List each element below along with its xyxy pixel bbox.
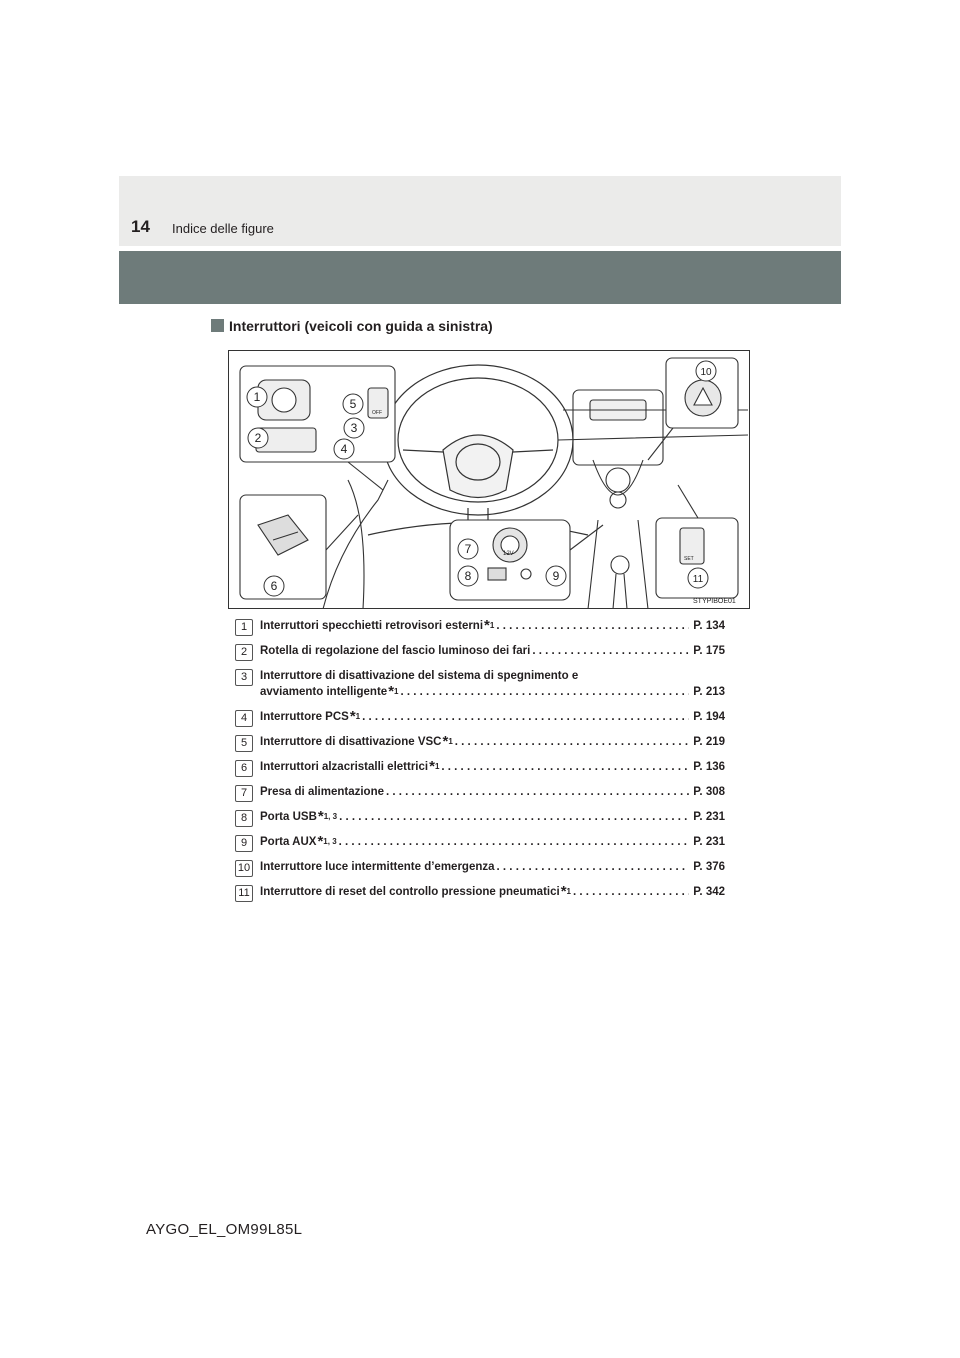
item-page: P. 342 [693,886,725,898]
section-heading [211,318,493,334]
svg-text:5: 5 [349,397,357,411]
list-item [235,643,725,659]
item-text: Rotella di regolazione del fascio luminoso dei fari [260,645,531,657]
svg-text:9: 9 [552,569,560,583]
section-bullet-icon [211,319,224,332]
item-text-line1: Interruttore di disattivazione del sistema di spegnimento e [260,670,579,682]
item-text: Interruttore luce intermittente d’emergenza [260,861,495,873]
svg-text:2: 2 [254,431,262,445]
callout-4 [334,439,354,459]
item-number: 3 [235,669,253,686]
item-list [235,618,725,909]
list-item: 3 Interruttore di disattivazione del sistema di spegnimento e avviamento intelligente * 1 . . . P. 213 [235,668,725,700]
item-text: Interruttori alzacristalli elettrici [260,761,429,773]
callout-8 [458,566,478,586]
item-number: 1 [235,619,253,636]
item-page: P. 376 [693,861,725,873]
item-text: avviamento intelligente [260,686,388,698]
svg-text:3: 3 [350,421,358,435]
callout-6 [264,576,284,596]
callout-5 [343,394,363,414]
list-item [235,859,725,875]
item-page: P. 175 [693,645,725,657]
set-label: SET [684,556,694,562]
off-label: OFF [372,410,382,416]
item-text: Presa di alimentazione [260,786,384,798]
footer-doc-code: AYGO_EL_OM99L85L [146,1221,303,1238]
item-page: P. 136 [693,761,725,773]
callout-1 [247,387,267,407]
item-number: 2 [235,644,253,661]
item-number: 10 [235,860,253,877]
svg-text:10: 10 [700,367,712,378]
item-text: Interruttore PCS [260,711,349,723]
svg-text:11: 11 [692,574,704,585]
list-item: 4 Interruttore PCS * 1 . . . P. 194 [235,709,725,725]
item-number: 7 [235,785,253,802]
item-number: 5 [235,735,253,752]
title-bar [119,251,841,304]
item-page: P. 194 [693,711,725,723]
item-page: P. 231 [693,836,725,848]
svg-text:8: 8 [464,569,472,583]
item-text: Porta AUX [260,836,317,848]
list-item: 5 Interruttore di disattivazione VSC * 1 . . . P. 219 [235,734,725,750]
callout-3 [344,418,364,438]
callout-10 [696,361,716,381]
dashboard-illustration [228,350,750,609]
callout-2 [248,428,268,448]
svg-text:1: 1 [253,390,261,404]
figure-code: STYPIBOE01 [693,598,736,605]
svg-text:4: 4 [340,442,348,456]
svg-text:7: 7 [464,542,472,556]
item-number: 9 [235,835,253,852]
list-item: 11 Interruttore di reset del controllo pressione pneumatici * 1 . . . P. 342 [235,884,725,900]
dashboard-figure [228,350,750,609]
item-number: 6 [235,760,253,777]
section-title: Interruttori (veicoli con guida a sinistra) [229,318,493,334]
list-item: 6 Interruttori alzacristalli elettrici * 1 . . . P. 136 [235,759,725,775]
callout-9 [546,566,566,586]
item-number: 11 [235,885,253,902]
callout-7 [458,539,478,559]
header-title: Indice delle figure [172,221,274,236]
svg-text:6: 6 [270,579,278,593]
item-text: Interruttore di reset del controllo pressione pneumatici [260,886,560,898]
page-number: 14 [131,217,150,236]
item-number: 4 [235,710,253,727]
item-text: Porta USB [260,811,317,823]
item-page: P. 213 [693,686,725,698]
item-page: P. 308 [693,786,725,798]
list-item: 9 Porta AUX * 1, 3 . . . P. 231 [235,834,725,850]
callout-11 [688,568,708,588]
list-item: 1 Interruttori specchietti retrovisori esterni * 1 . . . P. 134 [235,618,725,634]
item-text: Interruttori specchietti retrovisori esterni [260,620,484,632]
list-item: 8 Porta USB * 1, 3 . . . P. 231 [235,809,725,825]
item-number: 8 [235,810,253,827]
list-item [235,784,725,800]
item-page: P. 134 [693,620,725,632]
item-text: Interruttore di disattivazione VSC [260,736,442,748]
item-page: P. 219 [693,736,725,748]
twelve-v-label: 12V [503,551,514,557]
item-page: P. 231 [693,811,725,823]
